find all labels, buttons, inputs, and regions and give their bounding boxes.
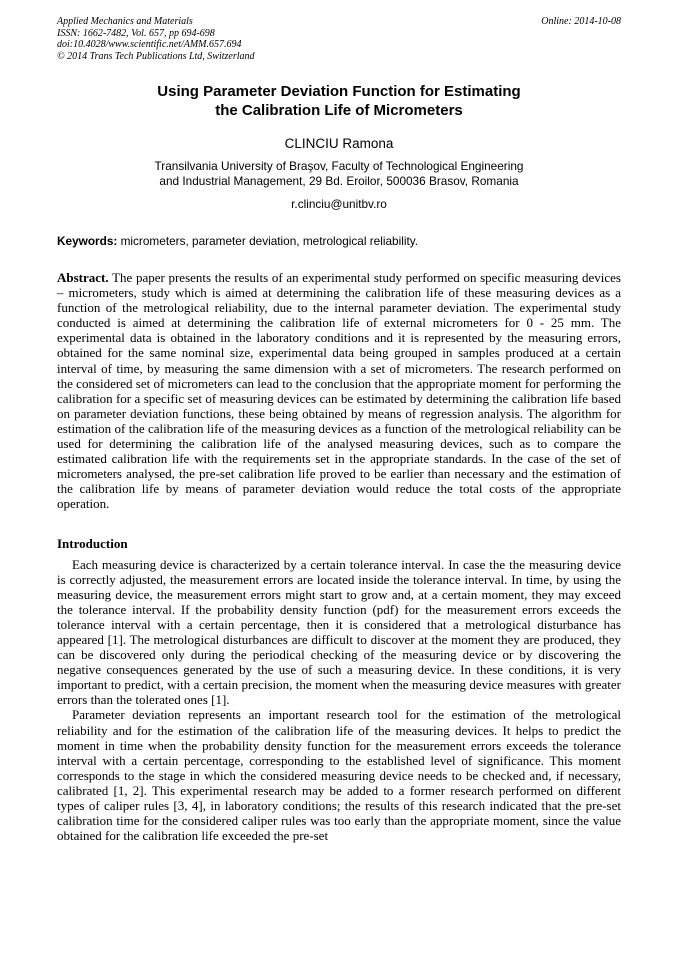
copyright-line: © 2014 Trans Tech Publications Ltd, Switzerland [57,50,255,62]
intro-paragraph-1: Each measuring device is characterized by a certain tolerance interval. In case the the measuring device is correctly adjusted, the measurement errors are located inside the tolerance interval. In time, by using the measuring device, the measurement errors might start to grow and, at a certain moment, they may exceed the tolerance interval. If the probability density function (pdf) for the measurement errors exceeds the tolerance interval with a certain percentage, then it is considered that a metrological disturbance has appeared [1]. The metrological disturbances are difficult to discover at the moment they are produced, they can be discovered only during the periodical checking of the measuring device or by discovering the negative consequences generated by the use of such a measuring device. In these conditions, it is very important to predict, with a certain precision, the moment when the measuring device measures with greater errors than the tolerated ones [1]. [57,556,621,708]
author-affiliation [57,159,621,188]
keywords-label: Keywords: [57,234,118,248]
online-date: Online: 2014-10-08 [541,16,621,27]
abstract-paragraph [57,270,621,512]
author-email: r.clinciu@unitbv.ro [291,197,387,211]
keywords-text: micrometers, parameter deviation, metrological reliability. [117,234,419,248]
paper-title [57,83,621,120]
journal-name: Applied Mechanics and Materials [57,16,193,27]
keywords-line [57,234,621,248]
paper-title-line1: Using Parameter Deviation Function for Estimating [157,83,521,100]
paper-title-line2: the Calibration Life of Micrometers [215,101,463,119]
issn-line: ISSN: 1662-7482, Vol. 657, pp 694-698 [57,27,215,39]
abstract-text: The paper presents the results of an experimental study performed on specific measuring devices – micrometers, study which is aimed at determining the calibration life of these measuring devices as a function of the metrological reliability, due to the internal parameter deviation. The experimental study conducted is aimed at determining the calibration life of external micrometers for 0 - 25 mm. The experimental data is obtained in the laboratory conditions and it is represented by the measuring errors, obtained for the same nominal size, experimental data being grouped in samples produced at a certain interval of time, by measuring the same dimension with a set of micrometers. The research performed on the considered set of micrometers can lead to the conclusion that the appropriate moment for performing the calibration for a specific set of measuring devices can be estimated by determining the calibration life based on parameter deviation functions, these being obtained by means of regression analysis. The algorithm for estimation of the calibration life of the measuring devices as a function of the metrological reliability can be used for determining the calibration life of the analysed measuring devices, such as to compare the estimated calibration life with the requirements set in the appropriate standards. In the case of the set of micrometers analysed, the pre-set calibration life proved to be earlier than necessary and the estimation of the calibration life by means of parameter deviation would reduce the total costs of the appropriate operation. [57,270,621,512]
introduction-heading: Introduction [57,535,128,551]
doi-line: doi:10.4028/www.scientific.net/AMM.657.694 [57,39,242,50]
abstract-label: Abstract. [57,270,109,285]
affiliation-line2: and Industrial Management, 29 Bd. Eroilor, 500036 Brasov, Romania [159,173,519,188]
intro-paragraph-2: Parameter deviation represents an important research tool for the estimation of the metrological reliability and for the estimation of the calibration life of the measuring devices. It helps to predict the moment in time when the probability density function for the measurement errors exceeds the tolerance interval with a certain percentage, corresponding to the established level of significance. This moment corresponds to the stage in which the considered measuring device needs to be checked and, if necessary, calibrated [1, 2]. This experimental research may be added to a former research performed on different types of caliper rules [3, 4], in laboratory conditions; the results of this research indicated that the pre-set calibration time for the considered caliper rules was too early than the appropriate moment, since the value obtained for the calibration life exceeded the pre-set [57,707,621,844]
publication-header [57,16,621,62]
author-name: CLINCIU Ramona [284,136,394,151]
affiliation-line1: Transilvania University of Braşov, Faculty of Technological Engineering [154,159,524,173]
publication-info [57,16,255,62]
